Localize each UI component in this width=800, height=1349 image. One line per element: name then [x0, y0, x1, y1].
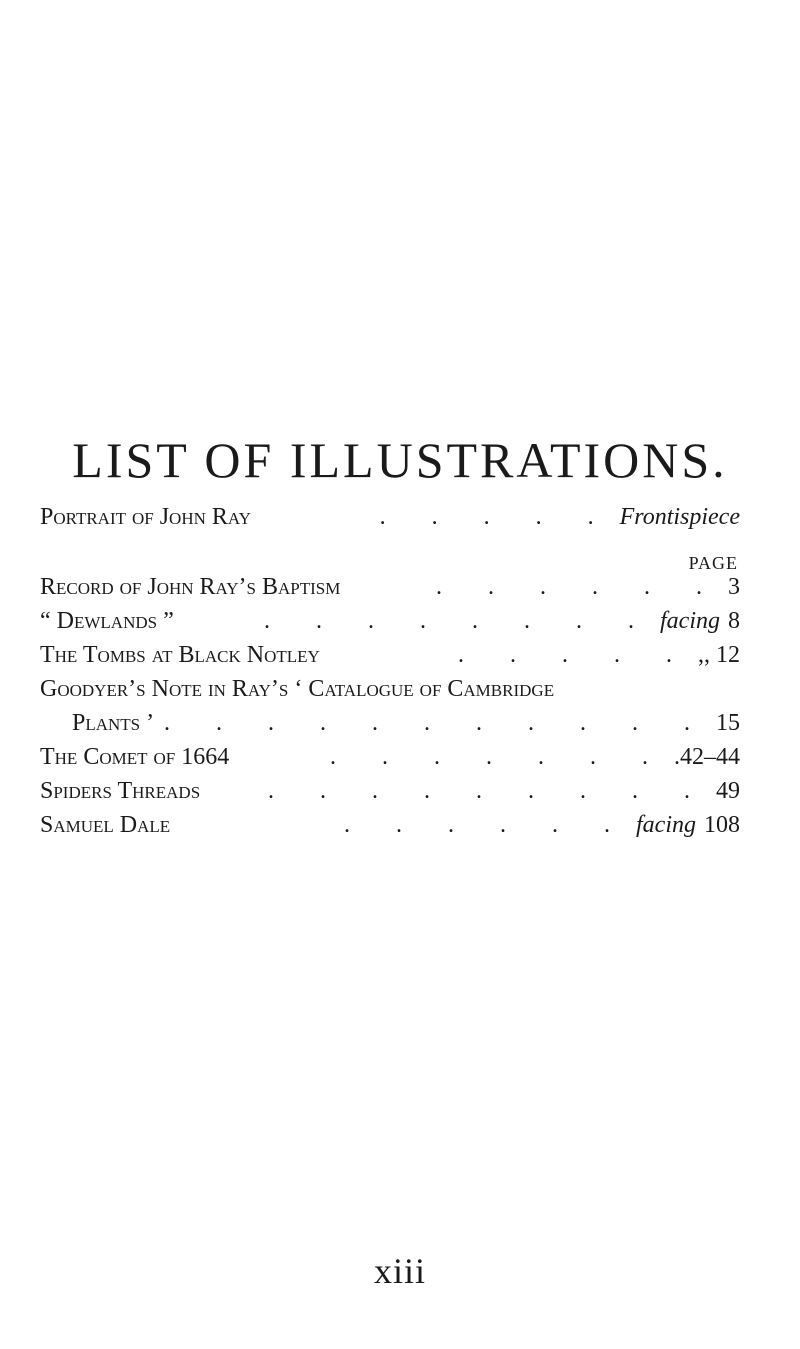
- leader-dots: . . . . .: [458, 642, 692, 668]
- leader-dots: . . . . . .: [344, 812, 630, 838]
- entry-name: Record of John Ray’s Baptism: [40, 574, 341, 600]
- entry-name: Spiders Threads: [40, 778, 201, 804]
- page-title: LIST OF ILLUSTRATIONS.: [72, 432, 728, 488]
- list-item-plants: [72, 706, 740, 740]
- list-item-dewlands: [40, 604, 740, 638]
- leader-dots: . . . . .: [379, 504, 614, 530]
- list-item-tombs: [40, 638, 740, 672]
- entry-name: The Comet of 1664: [40, 744, 230, 770]
- entry-name: Portrait of John Ray: [40, 504, 251, 530]
- entry-name: Samuel Dale: [40, 812, 171, 838]
- entry-page: 49: [716, 778, 740, 804]
- leader-dots: . . . . . . . . . . .: [164, 710, 710, 736]
- list-item-goodyer: [40, 672, 740, 706]
- entry-name: Goodyer’s Note in Ray’s ‘ Catalogue of Cambridge: [40, 676, 555, 702]
- entry-page: .42–44: [674, 744, 740, 770]
- entry-page: 8: [728, 608, 740, 634]
- page-number: xiii: [373, 1251, 426, 1291]
- entry-page: Frontispiece: [619, 504, 740, 530]
- entry-page: ,, 12: [698, 642, 740, 668]
- facing-note: facing: [636, 812, 696, 838]
- entry-page: 15: [716, 710, 740, 736]
- list-item-dale: [40, 808, 740, 842]
- entry-name: The Tombs at Black Notley: [40, 642, 320, 668]
- leader-dots: . . . . . . .: [330, 744, 668, 770]
- leader-dots: . . . . . . . . .: [268, 778, 710, 804]
- leader-dots: . . . . . .: [436, 574, 722, 600]
- entry-page: 3: [728, 574, 740, 600]
- list-item-comet: [40, 740, 740, 774]
- entry-page: 108: [704, 812, 740, 838]
- entry-name: “ Dewlands ”: [40, 608, 174, 634]
- page-column-label: PAGE: [688, 553, 738, 573]
- facing-note: facing: [660, 608, 720, 634]
- list-item-spiders: [40, 774, 740, 808]
- leader-dots: . . . . . . . .: [264, 608, 654, 634]
- list-item-baptism: [40, 570, 740, 604]
- list-item-portrait: [40, 500, 740, 534]
- entry-name: Plants ’: [72, 710, 155, 736]
